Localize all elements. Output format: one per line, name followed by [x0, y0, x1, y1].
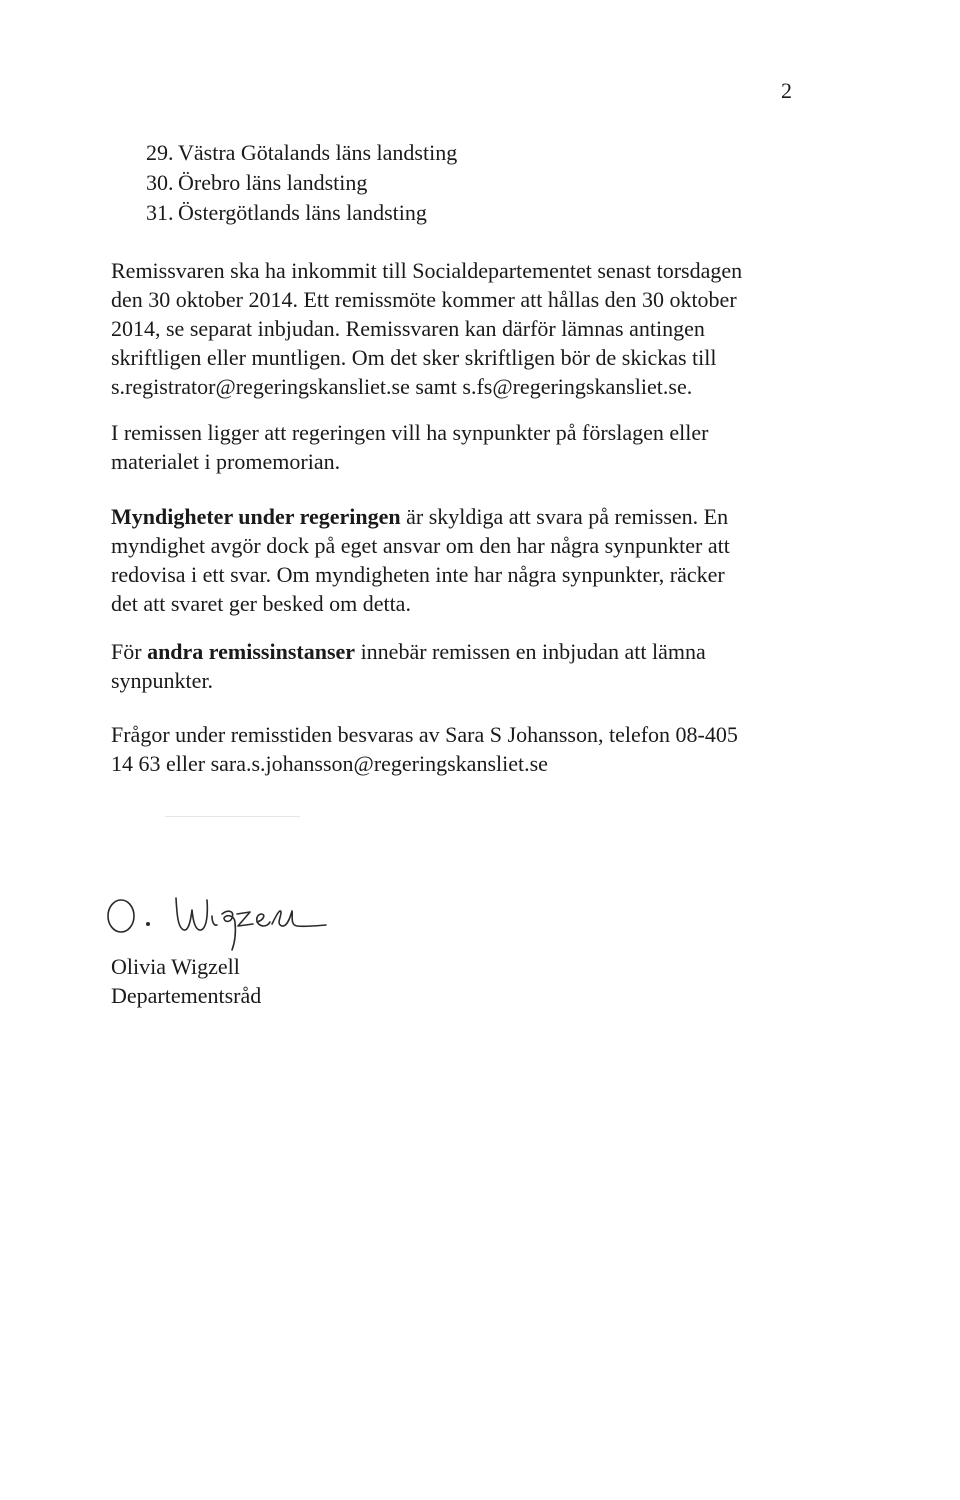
- views-paragraph: [111, 418, 811, 476]
- deadline-paragraph: [111, 256, 811, 401]
- bold-term: andra remissinstanser: [147, 639, 356, 664]
- list-item: [146, 198, 457, 228]
- page-number: 2: [781, 78, 792, 103]
- text-line: 14 63 eller sara.s.johansson@regeringskansliet.se: [111, 751, 548, 776]
- text-line: 2014, se separat inbjudan. Remissvaren kan därför lämnas antingen: [111, 316, 705, 341]
- landsting-list: [146, 138, 457, 228]
- list-item-text: Östergötlands läns landsting: [178, 200, 427, 225]
- faint-divider: [165, 816, 300, 817]
- text-line: det att svaret ger besked om detta.: [111, 591, 411, 616]
- handwritten-signature: [104, 878, 354, 958]
- text-line: redovisa i ett svar. Om myndigheten inte har några synpunkter, räcker: [111, 562, 725, 587]
- text-fragment: är skyldiga att svara på remissen. En: [400, 504, 729, 529]
- signer-name: Olivia Wigzell: [111, 954, 240, 979]
- text-line: s.registrator@regeringskansliet.se samt s.fs@regeringskansliet.se.: [111, 374, 693, 399]
- authorities-paragraph: [111, 502, 811, 618]
- text-line: synpunkter.: [111, 668, 214, 693]
- list-item-number: 29.: [146, 140, 174, 165]
- list-item-text: Västra Götalands läns landsting: [178, 140, 458, 165]
- text-line: myndighet avgör dock på eget ansvar om den har några synpunkter att: [111, 533, 730, 558]
- text-fragment: För: [111, 639, 148, 664]
- text-fragment: innebär remissen en inbjudan att lämna: [355, 639, 706, 664]
- list-item: [146, 138, 457, 168]
- others-paragraph: [111, 637, 811, 695]
- text-line: skriftligen eller muntligen. Om det sker skriftligen bör de skickas till: [111, 345, 717, 370]
- text-line: den 30 oktober 2014. Ett remissmöte kommer att hållas den 30 oktober: [111, 287, 737, 312]
- text-line: Remissvaren ska ha inkommit till Socialdepartementet senast torsdagen: [111, 258, 743, 283]
- questions-paragraph: [111, 720, 811, 778]
- list-item: [146, 168, 457, 198]
- signer-title: Departementsråd: [111, 983, 262, 1008]
- text-line: I remissen ligger att regeringen vill ha synpunkter på förslagen eller: [111, 420, 709, 445]
- signature-block: [111, 952, 261, 1010]
- bold-term: Myndigheter under regeringen: [111, 504, 401, 529]
- list-item-number: 31.: [146, 200, 174, 225]
- text-line: [111, 637, 811, 666]
- list-item-text: Örebro läns landsting: [178, 170, 368, 195]
- text-line: [111, 502, 811, 531]
- list-item-number: 30.: [146, 170, 174, 195]
- text-line: Frågor under remisstiden besvaras av Sara S Johansson, telefon 08-405: [111, 722, 738, 747]
- text-line: materialet i promemorian.: [111, 449, 341, 474]
